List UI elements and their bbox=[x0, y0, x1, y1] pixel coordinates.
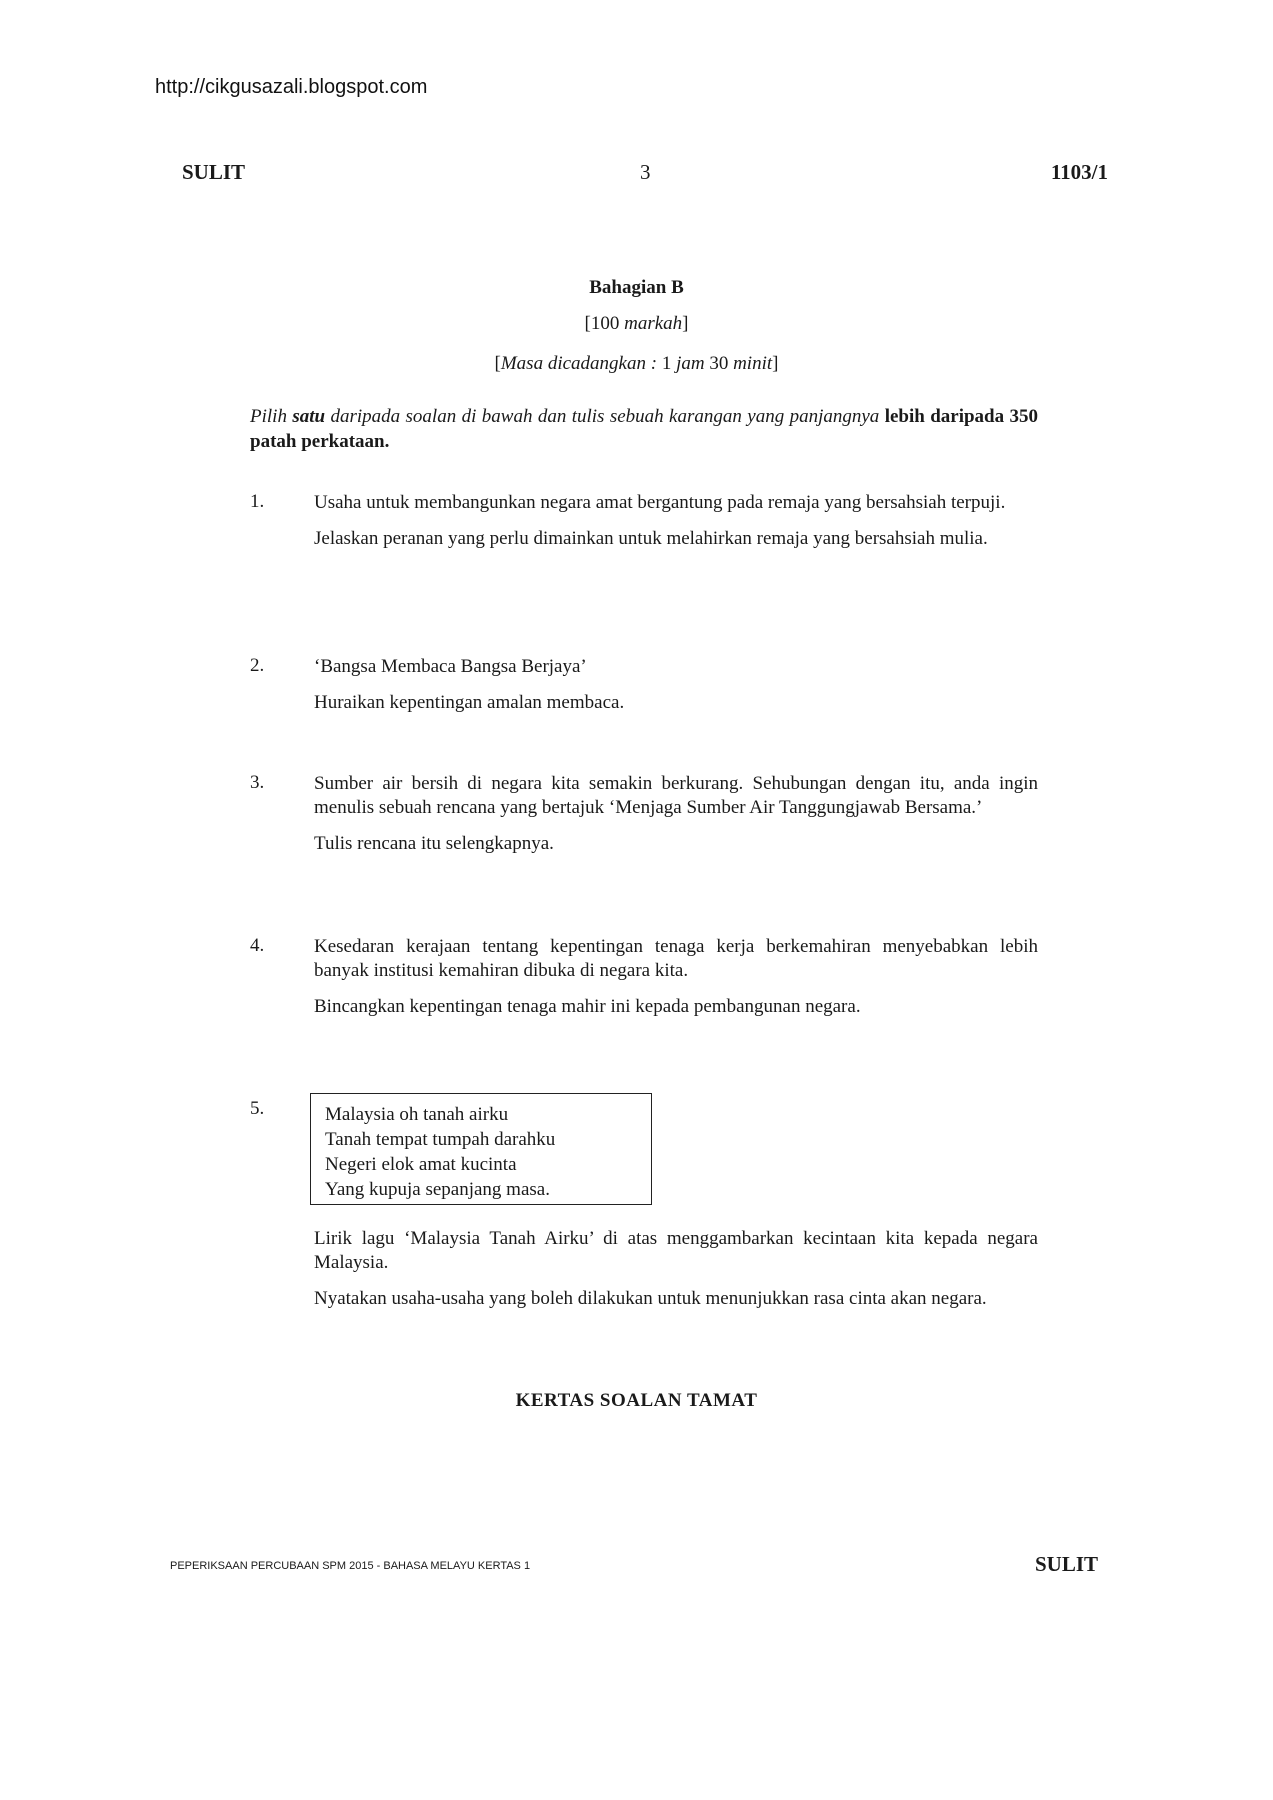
footer-classification: SULIT bbox=[1034, 1552, 1098, 1576]
question-task: Tulis rencana itu selengkapnya. bbox=[314, 833, 554, 854]
question-1 bbox=[314, 491, 1038, 563]
question-text: Lirik lagu ‘Malaysia Tanah Airku’ di atas menggambarkan kecintaan kita kepada negara Malaysia. bbox=[314, 1228, 1038, 1273]
question-text: Sumber air bersih di negara kita semakin berkurang. Sehubungan dengan itu, anda ingin menulis sebuah rencana yang bertajuk ‘Menjaga Sumber Air Tanggungjawab Bersama.’ bbox=[314, 773, 1038, 818]
section-title: Bahagian B bbox=[589, 277, 684, 298]
header-classification: SULIT bbox=[182, 160, 246, 184]
question-task: Jelaskan peranan yang perlu dimainkan untuk melahirkan remaja yang bersahsiah mulia. bbox=[314, 528, 988, 549]
footer-exam-name: PEPERIKSAAN PERCUBAAN SPM 2015 - BAHASA MELAYU KERTAS 1 bbox=[170, 1560, 531, 1572]
question-text: ‘Bangsa Membaca Bangsa Berjaya’ bbox=[314, 656, 587, 677]
suggested-time: [Masa dicadangkan : 1 jam 30 minit] bbox=[494, 353, 779, 374]
question-number: 5. bbox=[250, 1098, 265, 1119]
question-4 bbox=[314, 935, 1038, 1031]
lyric-line: Yang kupuja sepanjang masa. bbox=[325, 1179, 550, 1200]
question-task: Huraikan kepentingan amalan membaca. bbox=[314, 692, 625, 713]
question-number: 4. bbox=[250, 935, 265, 956]
question-text: Kesedaran kerajaan tentang kepentingan tenaga kerja berkemahiran menyebabkan lebih banyak institusi kemahiran dibuka di negara kita. bbox=[314, 936, 1038, 981]
question-2 bbox=[314, 655, 1038, 727]
source-url: http://cikgusazali.blogspot.com bbox=[155, 76, 428, 98]
question-text: Usaha untuk membangunkan negara amat bergantung pada remaja yang bersahsiah terpuji. bbox=[314, 492, 1006, 513]
paper-code: 1103/1 bbox=[1050, 160, 1108, 184]
question-3 bbox=[314, 772, 1038, 868]
section-marks: [100 markah] bbox=[584, 313, 689, 334]
question-task: Bincangkan kepentingan tenaga mahir ini kepada pembangunan negara. bbox=[314, 996, 861, 1017]
instruction: Pilih satu daripada soalan di bawah dan tulis sebuah karangan yang panjangnya lebih daripada 350 patah perkataan. bbox=[250, 406, 1038, 452]
question-task: Nyatakan usaha-usaha yang boleh dilakukan untuk menunjukkan rasa cinta akan negara. bbox=[314, 1288, 987, 1309]
question-5 bbox=[314, 1227, 1038, 1323]
lyric-line: Malaysia oh tanah airku bbox=[325, 1104, 509, 1125]
page-number: 3 bbox=[640, 160, 651, 184]
song-lyric-box bbox=[310, 1093, 652, 1205]
question-number: 3. bbox=[250, 772, 265, 793]
lyric-line: Negeri elok amat kucinta bbox=[325, 1154, 517, 1175]
question-number: 1. bbox=[250, 491, 265, 512]
lyric-line: Tanah tempat tumpah darahku bbox=[325, 1129, 556, 1150]
question-number: 2. bbox=[250, 655, 265, 676]
end-of-paper: KERTAS SOALAN TAMAT bbox=[515, 1390, 758, 1411]
